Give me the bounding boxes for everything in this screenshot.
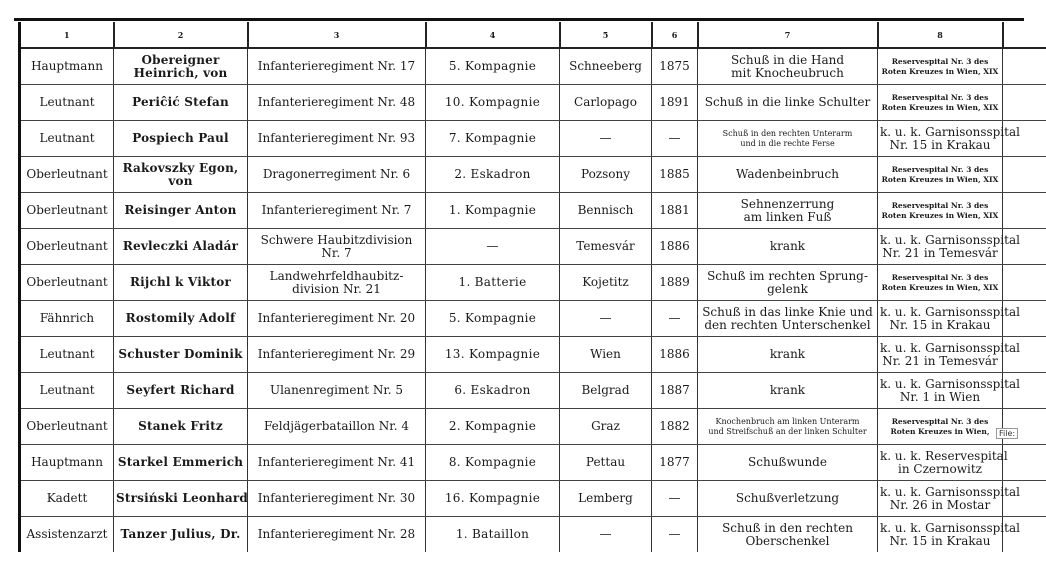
injury-cell [698,337,878,373]
col-header-3: 3 [248,22,426,48]
injury-cell [698,517,878,553]
unit-cell-line: Ulanenregiment Nr. 5 [269,383,404,397]
unit-cell [248,85,426,121]
unit-cell [248,193,426,229]
unit-cell-line: Infanterieregiment Nr. 48 [257,95,416,109]
birthplace-cell: Kojetitz [560,265,652,301]
birthyear-cell: 1887 [652,373,698,409]
table-row [20,445,1046,481]
unit-cell-line: Infanterieregiment Nr. 17 [257,59,416,73]
name-cell-line: Periĉić Stefan [132,95,229,109]
rank-cell: Leutnant [20,121,114,157]
name-cell [114,517,248,553]
table-row [20,48,1046,85]
name-cell [114,229,248,265]
rank-cell: Hauptmann [20,445,114,481]
hospital-cell [878,445,1008,481]
table-row [20,121,1046,157]
rank-cell: Oberleutnant [20,409,114,445]
name-cell-line: Stanek Fritz [138,419,223,433]
subunit-cell: 1. Bataillon [426,517,560,553]
name-cell [114,445,248,481]
name-cell-line: Strsiński Leonhard [116,491,248,505]
hospital-cell-line: k. u. k. Garnisonsspital [880,340,1020,355]
birthyear-cell: 1882 [652,409,698,445]
birthyear-cell: 1891 [652,85,698,121]
cut-off-cell [1003,265,1046,301]
hospital-cell-line: k. u. k. Garnisonsspital [880,484,1020,499]
table-row [20,193,1046,229]
unit-cell [248,517,426,553]
injury-cell [698,193,878,229]
hospital-cell-line: Roten Kreuzes in Wien, XIX [881,66,999,76]
birthplace-cell: Pettau [560,445,652,481]
injury-cell-line: den rechten Unterschenkel [704,317,871,332]
name-cell [114,481,248,517]
table-row [20,265,1046,301]
injury-cell-line: am linken Fuß [743,209,832,224]
birthplace-cell: Bennisch [560,193,652,229]
top-rule [14,18,1024,21]
birthyear-cell: 1877 [652,445,698,481]
hospital-cell [878,301,1020,337]
birthplace-cell: — [560,517,652,553]
injury-cell-line: Schuß in den rechten [722,520,853,535]
name-cell-line: Rakovszky Egon, [122,160,239,175]
hospital-cell-line: k. u. k. Reservespital [880,448,1008,463]
injury-cell [698,121,878,157]
subunit-cell: 13. Kompagnie [426,337,560,373]
injury-cell [698,265,878,301]
hospital-cell-line: k. u. k. Garnisonsspital [880,304,1020,319]
birthyear-cell: 1881 [652,193,698,229]
table-body [20,48,1046,552]
name-cell [114,157,248,193]
hospital-cell-line: Roten Kreuzes in Wien, [890,426,990,436]
name-cell [114,337,248,373]
hospital-cell [878,481,1020,517]
rank-cell: Hauptmann [20,48,114,85]
rank-cell: Fähnrich [20,301,114,337]
hospital-cell [878,265,1003,301]
injury-cell-line: Oberschenkel [745,533,830,548]
subunit-cell: 10. Kompagnie [426,85,560,121]
table-row [20,157,1046,193]
name-cell-line: Revleczki Aladár [122,239,239,253]
injury-cell [698,445,878,481]
birthyear-cell: 1886 [652,337,698,373]
hospital-cell-line: k. u. k. Garnisonsspital [880,520,1020,535]
rank-cell: Assistenzarzt [20,517,114,553]
hospital-cell-line: Nr. 21 in Temesvár [882,353,998,368]
hospital-cell [878,373,1020,409]
unit-cell [248,337,426,373]
table-row [20,409,1046,445]
birthyear-cell: 1889 [652,265,698,301]
subunit-cell: 5. Kompagnie [426,48,560,85]
unit-cell [248,48,426,85]
table-row [20,229,1046,265]
hospital-cell-line: Nr. 21 in Temesvár [882,245,998,260]
col-header-6: 6 [652,22,698,48]
hospital-cell-line: Reservespital Nr. 3 des [891,416,989,426]
name-cell-line: Tanzer Julius, Dr. [120,527,241,541]
name-cell [114,85,248,121]
birthplace-cell: Carlopago [560,85,652,121]
col-header-2: 2 [114,22,248,48]
birthplace-cell: Belgrad [560,373,652,409]
injury-cell-line: Knochenbruch am linken Unterarm [715,416,860,426]
hospital-cell-line: Roten Kreuzes in Wien, XIX [881,174,999,184]
birthyear-cell: — [652,121,698,157]
subunit-cell: 1. Kompagnie [426,193,560,229]
injury-cell [698,373,878,409]
injury-cell-line: Wadenbeinbruch [736,167,839,181]
unit-cell-line: Infanterieregiment Nr. 29 [257,347,416,361]
hospital-cell-line: Nr. 15 in Krakau [889,533,991,548]
hospital-cell [878,517,1020,553]
hospital-cell-line: Reservespital Nr. 3 des [891,92,989,102]
subunit-cell: 16. Kompagnie [426,481,560,517]
unit-cell-line: Dragonerregiment Nr. 6 [262,167,411,181]
table-row [20,517,1046,553]
unit-cell [248,481,426,517]
rank-cell: Oberleutnant [20,265,114,301]
hospital-cell [878,157,1003,193]
casualty-table [18,22,1046,552]
table-row [20,301,1046,337]
hospital-cell-line: Reservespital Nr. 3 des [891,272,989,282]
col-header-9 [1003,22,1046,48]
hospital-cell [878,48,1003,85]
birthplace-cell: Schneeberg [560,48,652,85]
injury-cell [698,157,878,193]
subunit-cell: 2. Eskadron [426,157,560,193]
col-header-7: 7 [698,22,878,48]
injury-cell [698,229,878,265]
unit-cell [248,301,426,337]
name-cell [114,301,248,337]
injury-cell-line: und in die rechte Ferse [740,138,835,148]
subunit-cell: 7. Kompagnie [426,121,560,157]
injury-cell-line: gelenk [767,281,808,296]
injury-cell-line: Schuß in den rechten Unterarm [722,128,853,138]
name-cell [114,48,248,85]
unit-cell [248,409,426,445]
name-cell [114,193,248,229]
name-cell-line: Rijchl k Viktor [130,275,231,289]
rank-cell: Leutnant [20,337,114,373]
name-cell-line: Heinrich, von [133,65,228,80]
hospital-cell-line: Nr. 1 in Wien [899,389,981,404]
injury-cell-line: krank [769,239,806,253]
hospital-cell-line: Roten Kreuzes in Wien, XIX [881,282,999,292]
unit-cell [248,121,426,157]
birthyear-cell: — [652,301,698,337]
col-header-5: 5 [560,22,652,48]
injury-cell-line: Schuß im rechten Sprung- [707,268,868,283]
unit-cell [248,157,426,193]
injury-cell-line: mit Knocheubruch [731,65,844,80]
injury-cell-line: Schuß in das linke Knie und [702,304,873,319]
birthyear-cell: 1875 [652,48,698,85]
column-number-row [20,22,1046,48]
birthplace-cell: Pozsony [560,157,652,193]
name-cell [114,373,248,409]
name-cell-line: Rostomily Adolf [125,311,236,325]
injury-cell-line: Schußverletzung [735,491,840,505]
hospital-cell [878,85,1003,121]
name-cell-line: von [168,173,193,188]
unit-cell [248,373,426,409]
injury-cell-line: Schuß in die Hand [730,52,845,67]
unit-cell-line: Feldjägerbataillon Nr. 4 [264,419,409,433]
birthplace-cell: — [560,301,652,337]
injury-cell-line: Sehnenzerrung [740,196,835,211]
rank-cell: Oberleutnant [20,193,114,229]
unit-cell-line: Infanterieregiment Nr. 30 [257,491,416,505]
cut-off-cell [1003,445,1046,481]
birthplace-cell: Graz [560,409,652,445]
col-header-4: 4 [426,22,560,48]
injury-cell-line: krank [769,347,806,361]
unit-cell-line: Nr. 7 [321,245,352,260]
unit-cell-line: Schwere Haubitzdivision [260,232,413,247]
hospital-cell [878,121,1020,157]
table-row [20,481,1046,517]
subunit-cell: 2. Kompagnie [426,409,560,445]
col-header-1: 1 [20,22,114,48]
hospital-cell-line: Reservespital Nr. 3 des [891,56,989,66]
unit-cell [248,265,426,301]
injury-cell [698,481,878,517]
hospital-cell [878,337,1020,373]
name-cell [114,409,248,445]
cut-off-cell [1003,193,1046,229]
hospital-cell-line: k. u. k. Garnisonsspital [880,376,1020,391]
unit-cell-line: Infanterieregiment Nr. 28 [257,527,416,541]
injury-cell [698,85,878,121]
name-cell-line: Starkel Emmerich [117,455,244,469]
hospital-cell-line: in Czernowitz [898,461,982,476]
birthyear-cell: 1885 [652,157,698,193]
unit-cell-line: Infanterieregiment Nr. 41 [257,455,416,469]
unit-cell-line: division Nr. 21 [292,281,381,296]
hospital-cell [878,229,1020,265]
unit-cell [248,445,426,481]
birthyear-cell: — [652,517,698,553]
file-tooltip: File: [996,428,1018,439]
name-cell [114,121,248,157]
name-cell-line: Schuster Dominik [118,347,243,361]
subunit-cell: 8. Kompagnie [426,445,560,481]
birthplace-cell: Temesvár [560,229,652,265]
hospital-cell-line: k. u. k. Garnisonsspital [880,124,1020,139]
rank-cell: Leutnant [20,85,114,121]
injury-cell-line: krank [769,383,806,397]
unit-cell [248,229,426,265]
birthplace-cell: Lemberg [560,481,652,517]
hospital-cell-line: Reservespital Nr. 3 des [891,164,989,174]
injury-cell [698,409,878,445]
table-row [20,373,1046,409]
birthplace-cell: — [560,121,652,157]
hospital-cell-line: Reservespital Nr. 3 des [891,200,989,210]
cut-off-cell [1003,85,1046,121]
hospital-cell [878,193,1003,229]
subunit-cell: 1. Batterie [426,265,560,301]
hospital-cell-line: Roten Kreuzes in Wien, XIX [881,102,999,112]
cut-off-cell [1003,48,1046,85]
hospital-cell-line: Nr. 26 in Mostar [889,497,991,512]
name-cell-line: Seyfert Richard [126,383,235,397]
name-cell-line: Obereigner [141,52,220,67]
rank-cell: Oberleutnant [20,229,114,265]
unit-cell-line: Landwehrfeldhaubitz- [269,268,404,283]
hospital-cell-line: Nr. 15 in Krakau [889,317,991,332]
cut-off-cell [1003,157,1046,193]
unit-cell-line: Infanterieregiment Nr. 20 [257,311,416,325]
cut-off-cell [1003,409,1046,445]
name-cell-line: Pospiech Paul [132,131,229,145]
subunit-cell: — [426,229,560,265]
rank-cell: Oberleutnant [20,157,114,193]
rank-cell: Kadett [20,481,114,517]
injury-cell-line: Schußwunde [748,455,827,469]
name-cell [114,265,248,301]
subunit-cell: 5. Kompagnie [426,301,560,337]
table-row [20,337,1046,373]
unit-cell-line: Infanterieregiment Nr. 7 [261,203,412,217]
injury-cell-line: Schuß in die linke Schulter [704,95,871,109]
injury-cell [698,301,878,337]
rank-cell: Leutnant [20,373,114,409]
subunit-cell: 6. Eskadron [426,373,560,409]
hospital-cell [878,409,1003,445]
name-cell-line: Reisinger Anton [124,203,237,217]
hospital-cell-line: Roten Kreuzes in Wien, XIX [881,210,999,220]
birthplace-cell: Wien [560,337,652,373]
injury-cell [698,48,878,85]
hospital-cell-line: k. u. k. Garnisonsspital [880,232,1020,247]
birthyear-cell: — [652,481,698,517]
unit-cell-line: Infanterieregiment Nr. 93 [257,131,416,145]
birthyear-cell: 1886 [652,229,698,265]
col-header-8: 8 [878,22,1003,48]
table-row [20,85,1046,121]
hospital-cell-line: Nr. 15 in Krakau [889,137,991,152]
injury-cell-line: und Streifschuß an der linken Schulter [708,426,867,436]
